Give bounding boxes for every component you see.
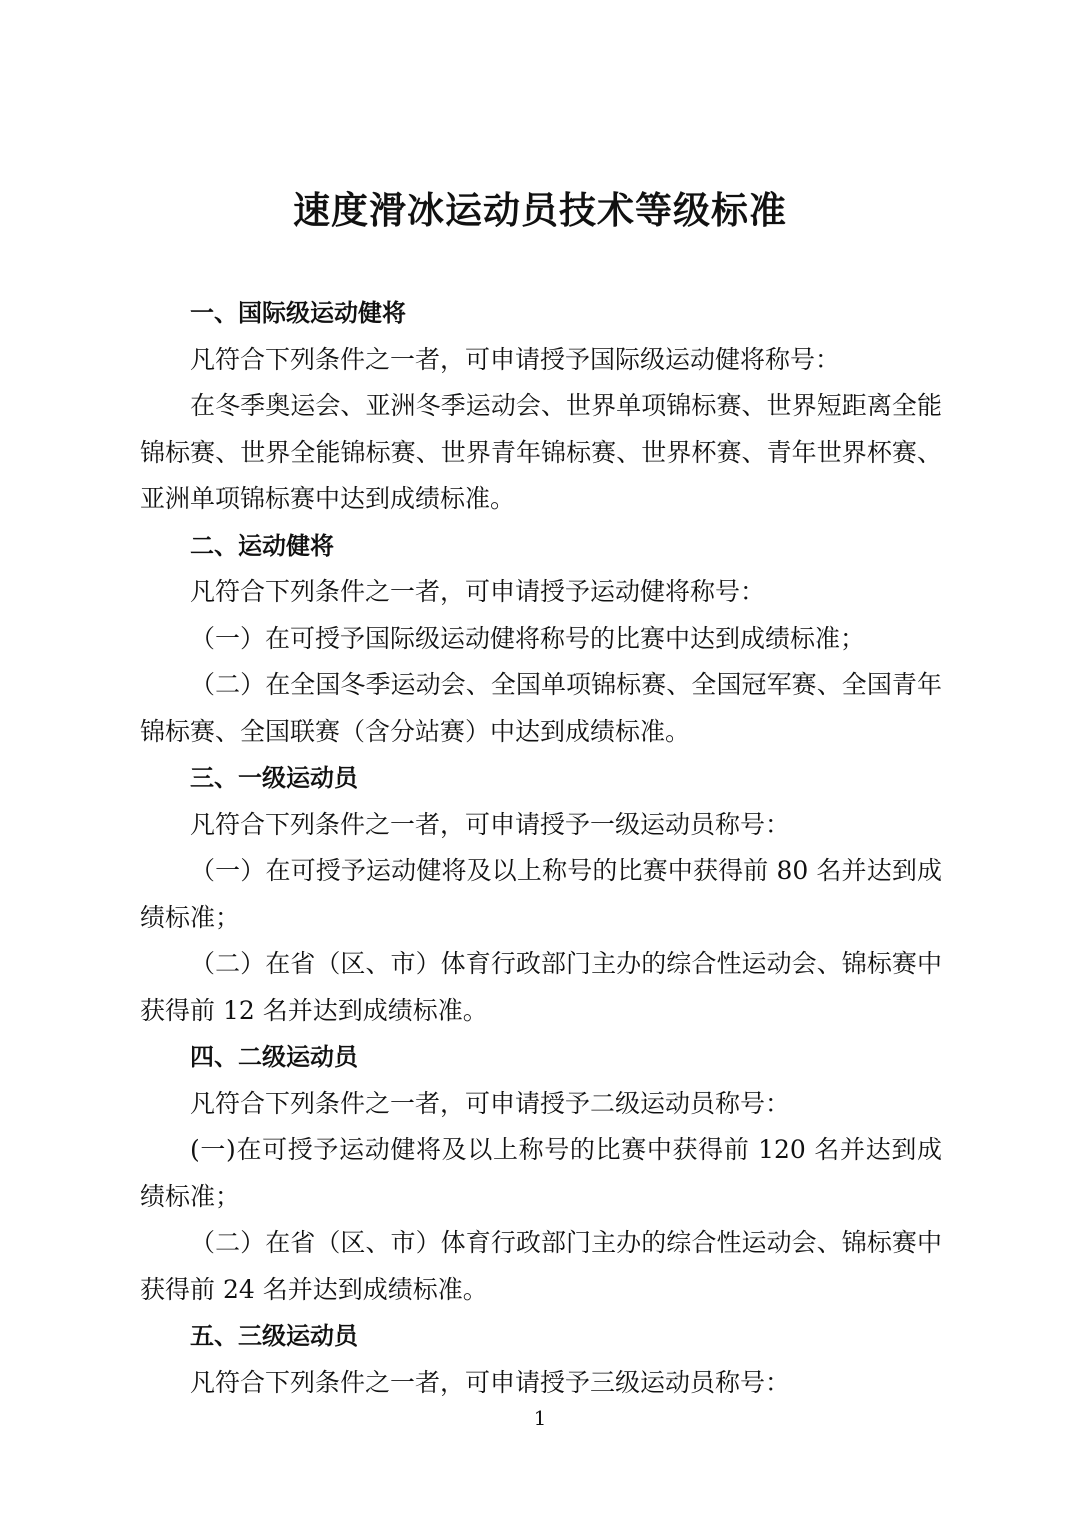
section-master (140, 523, 942, 756)
paragraph: （一）在可授予运动健将及以上称号的比赛中获得前 80 名并达到成绩标准； (140, 856, 942, 932)
section-second-class (140, 1034, 942, 1313)
section-heading: 五、三级运动员 (190, 1322, 358, 1350)
paragraph: （二）在省（区、市）体育行政部门主办的综合性运动会、锦标赛中获得前 12 名并达到成绩标准。 (140, 949, 942, 1025)
page-number: 1 (533, 1406, 547, 1430)
section-first-class (140, 755, 942, 1034)
section-heading: 二、运动健将 (190, 531, 334, 560)
paragraph: 凡符合下列条件之一者，可申请授予三级运动员称号： (190, 1367, 791, 1397)
paragraph: （一）在可授予国际级运动健将称号的比赛中达到成绩标准； (190, 623, 866, 653)
paragraph: 凡符合下列条件之一者，可申请授予国际级运动健将称号： (190, 344, 841, 374)
paragraph: 凡符合下列条件之一者，可申请授予运动健将称号： (190, 577, 766, 606)
page-title: 速度滑冰运动员技术等级标准 (293, 188, 787, 232)
section-heading: 一、国际级运动健将 (190, 299, 406, 327)
section-third-class (140, 1313, 942, 1406)
document-body (140, 290, 942, 1406)
section-international-master (140, 290, 942, 523)
paragraph: 凡符合下列条件之一者，可申请授予二级运动员称号： (190, 1088, 791, 1118)
paragraph: （二）在全国冬季运动会、全国单项锦标赛、全国冠军赛、全国青年锦标赛、全国联赛（含分站赛）中达到成绩标准。 (140, 670, 942, 746)
paragraph: 在冬季奥运会、亚洲冬季运动会、世界单项锦标赛、世界短距离全能锦标赛、世界全能锦标赛、世界青年锦标赛、世界杯赛、青年世界杯赛、亚洲单项锦标赛中达到成绩标准。 (140, 391, 942, 513)
paragraph: 凡符合下列条件之一者，可申请授予一级运动员称号： (190, 809, 791, 839)
section-heading: 三、一级运动员 (190, 764, 358, 792)
paragraph: （二）在省（区、市）体育行政部门主办的综合性运动会、锦标赛中获得前 24 名并达到成绩标准。 (140, 1228, 942, 1304)
paragraph: (一)在可授予运动健将及以上称号的比赛中获得前 120 名并达到成绩标准； (140, 1135, 942, 1211)
section-heading: 四、二级运动员 (190, 1043, 358, 1071)
